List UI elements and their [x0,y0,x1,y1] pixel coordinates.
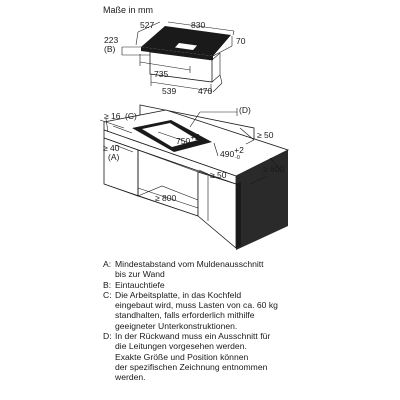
dim-min-50-back: ≥ 50 [257,130,274,140]
legend-text: In der Rückwand muss ein Ausschnitt für die Leitungen vorgesehen werden. Exakte Größe und Position können der spezifischen Zeichnung entnommen werden. [115,331,271,383]
legend-item-b [103,280,393,290]
legend [103,259,393,383]
legend-key: A: [103,259,112,269]
dim-750-tol-bottom: -0 [193,142,198,148]
hob-drawing [104,20,246,96]
cabinet-drawing [100,105,288,250]
dim-min-800: ≥ 800 [155,193,177,203]
dim-527: 527 [140,20,155,30]
legend-text: Eintauchtiefe [115,279,165,290]
cabinet-right [198,172,236,248]
dim-470: 470 [198,86,213,96]
dim-539: 539 [162,86,177,96]
legend-key: B: [103,279,112,290]
dim-735: 735 [154,69,169,79]
dim-min-50-inner: ≥ 50 [210,170,227,180]
dim-min-40: ≥ 40 [103,143,120,153]
dim-490: 490+2 [220,145,244,159]
legend-text: Mindestabstand vom Muldenausschnitt bis zur Wand [115,259,264,280]
label-b: (B) [104,44,116,54]
label-a: (A) [108,152,120,162]
dim-line-470 [213,83,222,92]
legend-item-a [103,259,393,280]
dim-min-16: ≥ 16 [104,111,121,121]
units-title: Maße in mm [103,5,154,15]
dim-830: 830 [191,20,206,30]
side-panel-face [236,182,241,248]
dim-750: 750+2 [176,132,200,146]
dim-223: 223 [104,35,119,45]
legend-key: D: [103,331,112,342]
legend-key: C: [103,289,112,300]
label-c: (C) [125,111,137,121]
label-d: (D) [239,105,251,115]
legend-item-c [103,290,393,331]
dim-min-600: ≥ 600 [263,164,285,174]
dim-70: 70 [236,36,246,46]
legend-text: Die Arbeitsplatte, in das Kochfeld eingebaut wird, muss Lasten von ca. 60 kg standhalten, falls erforderlich mithilfe geeigneter Unterkonstruktionen. [115,289,278,331]
legend-item-d [103,331,393,382]
dim-490-tol-bottom: -0 [235,155,240,161]
